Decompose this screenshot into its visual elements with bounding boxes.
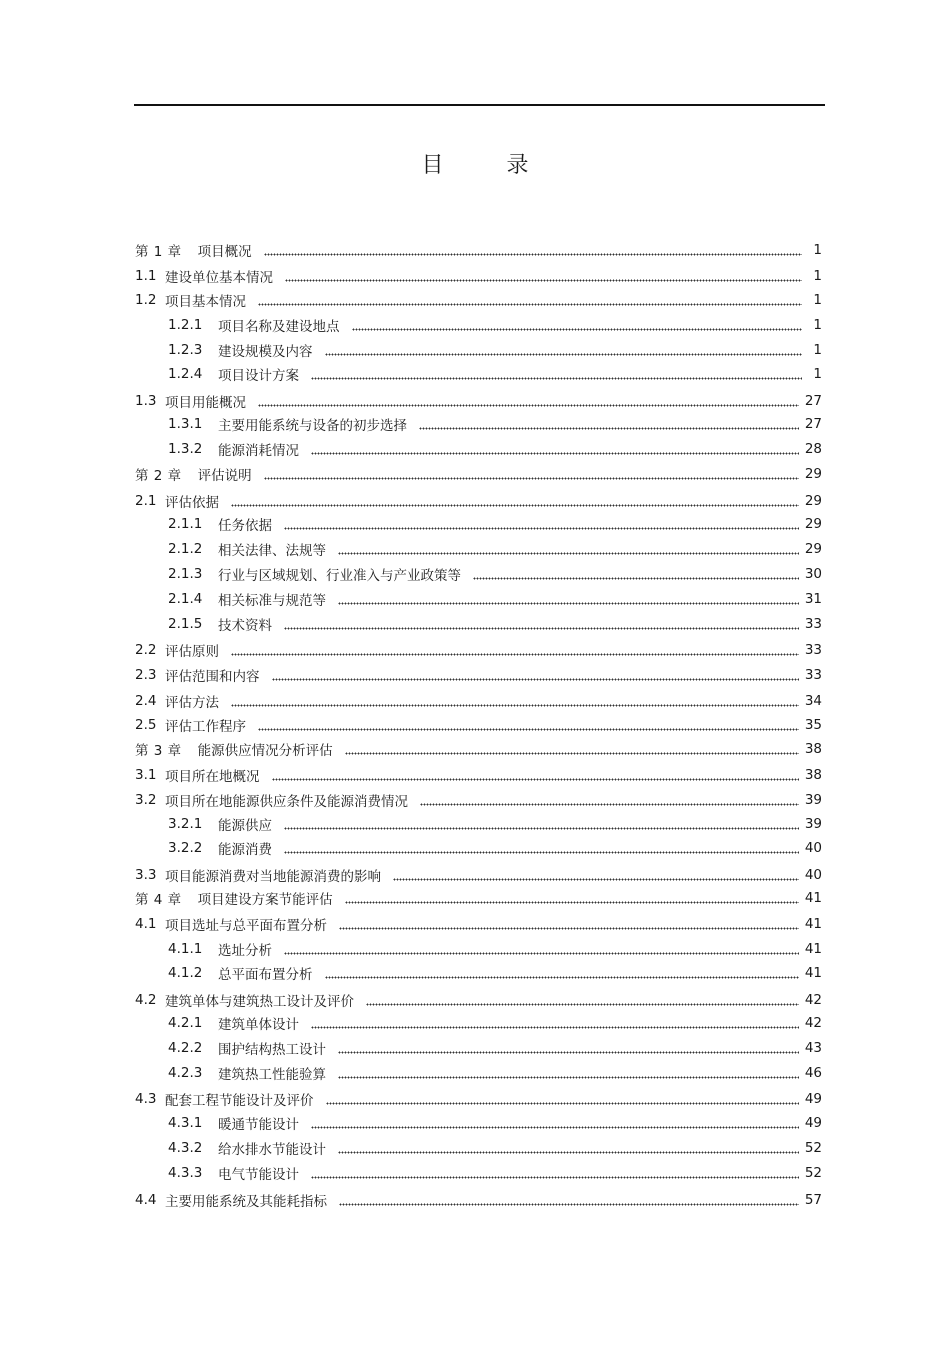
toc-entry-title: 任务依据 [218,518,272,534]
dot-leader [264,240,802,260]
toc-entry-title: 相关法律、法规等 [218,543,326,559]
dot-leader [272,665,799,685]
toc-entry-title: 行业与区域规划、行业准入与产业政策等 [218,568,461,584]
dot-leader [473,564,799,584]
toc-entry-title: 能源消耗情况 [218,443,299,459]
toc-entry-title: 项目所在地能源供应条件及能源消费情况 [165,794,408,810]
dot-leader [420,790,799,810]
toc-entry-page: 38 [804,767,822,783]
dot-leader [338,1138,799,1158]
toc-entry[interactable] [168,614,822,634]
toc-entry-page: 39 [804,792,822,808]
dot-leader [345,888,799,908]
dot-leader [284,814,799,834]
toc-entry-number: 4.2.3 [168,1065,203,1081]
toc-entry-page: 27 [804,416,822,432]
dot-leader [338,539,799,559]
toc-entry[interactable] [168,1063,822,1083]
toc-entry-number: 3.1 [135,767,157,783]
toc-entry[interactable] [168,838,822,858]
toc-entry[interactable] [168,1013,822,1033]
toc-entry-title: 暖通节能设计 [218,1117,299,1133]
dot-leader [339,914,799,934]
toc-entry[interactable] [135,888,822,908]
toc-entry-page: 29 [804,541,822,557]
toc-entry[interactable] [168,939,822,959]
toc-entry[interactable] [135,715,822,735]
toc-entry[interactable] [168,963,822,983]
toc-entry-page: 33 [804,667,822,683]
dot-leader [284,939,799,959]
dot-leader [419,414,799,434]
toc-entry-number: 4.3.1 [168,1115,203,1131]
toc-entry-number: 3.2.2 [168,840,203,856]
toc-entry-number: 4.3.2 [168,1140,203,1156]
toc-entry[interactable] [168,414,822,434]
toc-entry[interactable] [168,364,822,384]
dot-leader [231,691,799,711]
dot-leader [284,838,799,858]
dot-leader [338,589,799,609]
toc-entry-page: 40 [804,867,822,883]
toc-entry-page: 1 [813,366,822,382]
toc-entry-title: 主要用能系统及其能耗指标 [165,1194,327,1210]
toc-entry-page: 1 [813,317,822,333]
dot-leader [339,1190,799,1210]
toc-entry-page: 1 [813,292,822,308]
toc-entry[interactable] [168,315,822,335]
dot-leader [258,290,802,310]
toc-entry-number: 2.1.5 [168,616,203,632]
toc-entry-title: 能源供应 [218,818,272,834]
toc-entry[interactable] [135,790,822,810]
page-title: 目 录 [421,153,557,178]
toc-entry[interactable] [168,814,822,834]
toc-entry[interactable] [135,640,822,660]
toc-entry[interactable] [135,739,822,759]
toc-entry-number: 4.2.1 [168,1015,203,1031]
toc-entry-number: 第 4 章 [135,892,182,908]
dot-leader [285,266,802,286]
dot-leader [231,640,799,660]
dot-leader [284,614,799,634]
toc-entry[interactable] [168,1113,822,1133]
toc-entry-number: 4.1 [135,916,157,932]
toc-entry-title: 评估工作程序 [165,719,246,735]
toc-entry[interactable] [135,290,822,310]
toc-entry-number: 第 1 章 [135,244,182,260]
toc-entry-page: 28 [804,441,822,457]
dot-leader [366,990,799,1010]
toc-entry-number: 2.4 [135,693,157,709]
dot-leader [231,491,799,511]
dot-leader [311,1163,799,1183]
toc-entry-number: 1.1 [135,268,157,284]
toc-entry[interactable] [168,1138,822,1158]
dot-leader [311,1013,799,1033]
toc-entry-title: 建设单位基本情况 [165,270,273,286]
toc-entry-page: 38 [804,741,822,757]
dot-leader [325,340,803,360]
toc-entry-title: 总平面布置分析 [218,967,313,983]
toc-entry-title: 相关标准与规范等 [218,593,326,609]
toc-entry-number: 4.4 [135,1192,157,1208]
toc-entry-title: 项目设计方案 [218,368,299,384]
toc-entry-number: 2.1.3 [168,566,203,582]
toc-entry[interactable] [135,914,822,934]
toc-entry-number: 3.3 [135,867,157,883]
toc-entry[interactable] [168,539,822,559]
toc-entry[interactable] [168,564,822,584]
toc-entry-page: 41 [804,916,822,932]
toc-entry-page: 49 [804,1115,822,1131]
toc-entry-number: 第 2 章 [135,468,182,484]
toc-entry-number: 4.2.2 [168,1040,203,1056]
toc-entry-number: 1.3.2 [168,441,203,457]
toc-entry[interactable] [168,439,822,459]
toc-entry-title: 建筑单体设计 [218,1017,299,1033]
toc-entry-title: 选址分析 [218,943,272,959]
toc-entry-number: 4.3.3 [168,1165,203,1181]
toc-entry-page: 40 [804,840,822,856]
toc-entry-number: 4.1.2 [168,965,203,981]
toc-entry-page: 29 [804,493,822,509]
toc-entry-title: 围护结构热工设计 [218,1042,326,1058]
toc-entry-page: 49 [804,1091,822,1107]
toc-entry-number: 3.2.1 [168,816,203,832]
dot-leader [258,715,799,735]
toc-entry-title: 项目能源消费对当地能源消费的影响 [165,869,381,885]
toc-entry-title: 电气节能设计 [218,1167,299,1183]
toc-entry-page: 57 [804,1192,822,1208]
toc-entry-page: 42 [804,1015,822,1031]
toc-entry-page: 43 [804,1040,822,1056]
toc-entry-page: 29 [804,466,822,482]
toc-entry-title: 项目基本情况 [165,294,246,310]
toc-entry-number: 1.2.4 [168,366,203,382]
toc-entry-number: 1.3.1 [168,416,203,432]
toc-entry-page: 46 [804,1065,822,1081]
dot-leader [284,514,799,534]
toc-entry-number: 4.1.1 [168,941,203,957]
toc-entry-title: 评估范围和内容 [165,669,260,685]
toc-entry[interactable] [135,990,822,1010]
toc-entry-page: 35 [804,717,822,733]
toc-entry-page: 29 [804,516,822,532]
toc-entry-page: 1 [813,268,822,284]
dot-leader [272,765,799,785]
toc-entry-number: 2.3 [135,667,157,683]
toc-entry-number: 2.1.4 [168,591,203,607]
toc-entry-number: 1.2.3 [168,342,203,358]
dot-leader [311,364,802,384]
toc-entry-title: 项目建设方案节能评估 [197,892,333,908]
toc-entry-number: 1.2.1 [168,317,203,333]
toc-entry-title: 项目用能概况 [165,395,246,411]
toc-entry-page: 41 [804,941,822,957]
toc-entry-title: 能源供应情况分析评估 [197,743,333,759]
dot-leader [393,865,799,885]
toc-entry-title: 项目概况 [197,244,252,260]
dot-leader [311,1113,799,1133]
toc-entry-page: 41 [804,890,822,906]
toc-entry-page: 52 [804,1140,822,1156]
toc-entry-page: 42 [804,992,822,1008]
toc-entry-title: 建筑单体与建筑热工设计及评价 [165,994,354,1010]
toc-entry-number: 2.1.1 [168,516,203,532]
toc-entry-title: 给水排水节能设计 [218,1142,326,1158]
toc-entry-page: 27 [804,393,822,409]
toc-entry-title: 评估方法 [165,695,219,711]
toc-entry-number: 2.1.2 [168,541,203,557]
toc-entry[interactable] [135,765,822,785]
toc-entry-title: 主要用能系统与设备的初步选择 [218,418,407,434]
toc-entry-page: 33 [804,616,822,632]
dot-leader [326,1089,799,1109]
toc-entry[interactable] [135,691,822,711]
toc-entry-number: 2.2 [135,642,157,658]
toc-entry-title: 技术资料 [218,618,272,634]
toc-entry[interactable] [168,514,822,534]
toc-entry[interactable] [135,240,822,260]
toc-entry-title: 建设规模及内容 [218,344,313,360]
dot-leader [338,1038,799,1058]
toc-entry[interactable] [168,1038,822,1058]
toc-entry[interactable] [168,1163,822,1183]
toc-entry-title: 配套工程节能设计及评价 [165,1093,314,1109]
dot-leader [338,1063,799,1083]
toc-entry[interactable] [168,340,822,360]
toc-entry-page: 34 [804,693,822,709]
toc-entry-page: 31 [804,591,822,607]
toc-entry[interactable] [135,1089,822,1109]
toc-entry-title: 评估依据 [165,495,219,511]
toc-entry-page: 1 [813,342,822,358]
toc-entry-title: 项目所在地概况 [165,769,260,785]
dot-leader [264,464,799,484]
toc-entry[interactable] [135,391,822,411]
toc-entry-title: 建筑热工性能验算 [218,1067,326,1083]
dot-leader [352,315,803,335]
dot-leader [325,963,799,983]
toc-entry[interactable] [135,1190,822,1210]
toc-entry[interactable] [135,665,822,685]
toc-entry[interactable] [135,491,822,511]
dot-leader [345,739,799,759]
dot-leader [258,391,799,411]
toc-entry-number: 1.3 [135,393,157,409]
toc-entry[interactable] [135,266,822,286]
toc-entry-page: 52 [804,1165,822,1181]
toc-entry-page: 41 [804,965,822,981]
toc-entry-number: 4.3 [135,1091,157,1107]
toc-entry-number: 2.1 [135,493,157,509]
toc-entry-number: 2.5 [135,717,157,733]
toc-entry[interactable] [135,464,822,484]
toc-entry-title: 项目选址与总平面布置分析 [165,918,327,934]
toc-entry-number: 3.2 [135,792,157,808]
toc-entry-page: 33 [804,642,822,658]
toc-entry-title: 项目名称及建设地点 [218,319,340,335]
toc-entry-number: 1.2 [135,292,157,308]
toc-entry-page: 39 [804,816,822,832]
toc-entry-number: 4.2 [135,992,157,1008]
toc-entry[interactable] [168,589,822,609]
toc-entry-title: 评估说明 [197,468,252,484]
dot-leader [311,439,799,459]
toc-entry-number: 第 3 章 [135,743,182,759]
toc-entry-title: 评估原则 [165,644,219,660]
toc-entry-page: 1 [813,242,822,258]
toc-entry-title: 能源消费 [218,842,272,858]
toc-entry-page: 30 [804,566,822,582]
toc-entry[interactable] [135,865,822,885]
